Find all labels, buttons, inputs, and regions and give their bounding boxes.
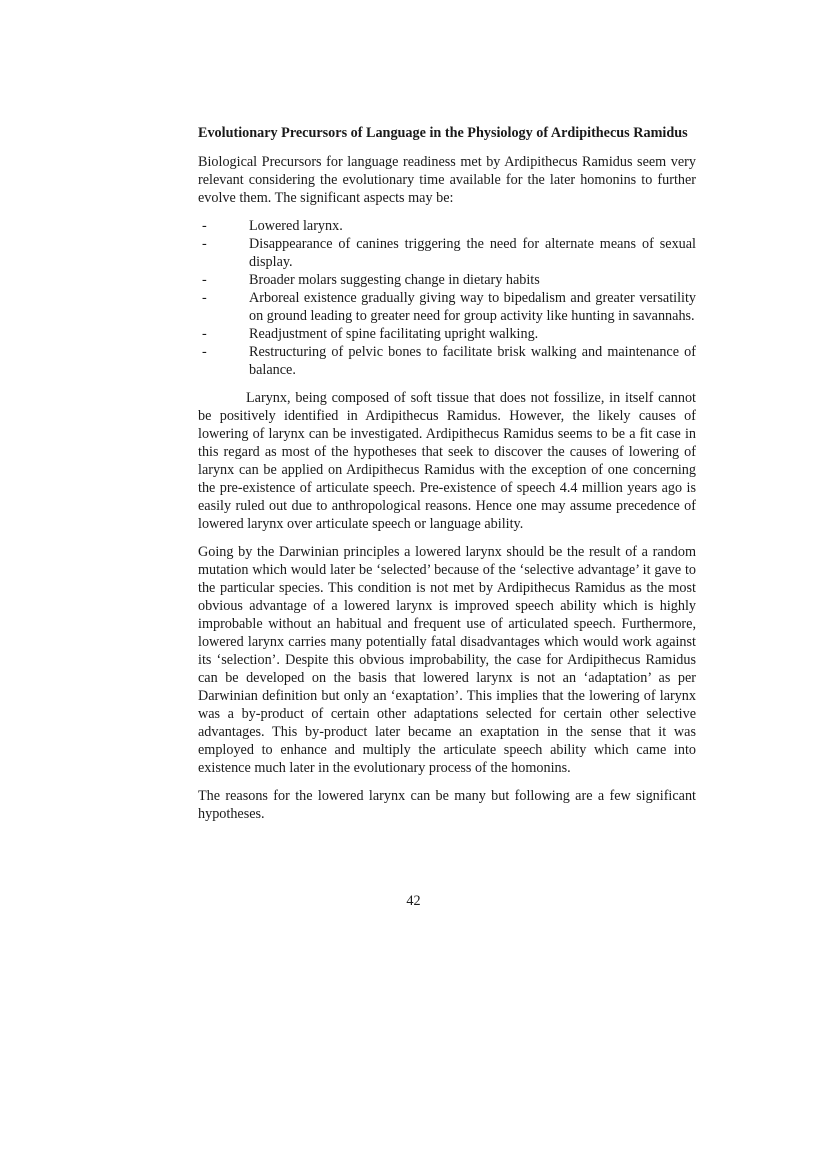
bullet-dash: - [202, 326, 207, 342]
list-item [198, 271, 696, 289]
list-item [198, 235, 696, 271]
bullet-dash: - [202, 290, 207, 306]
page-number: 42 [406, 893, 421, 909]
bullet-dash: - [202, 272, 207, 288]
hypotheses-paragraph: The reasons for the lowered larynx can be many but following are a few significant hypotheses. [198, 788, 696, 822]
list-item-text: Disappearance of canines triggering the need for alternate means of sexual display. [249, 236, 696, 270]
section-heading: Evolutionary Precursors of Language in the Physiology of Ardipithecus Ramidus [198, 125, 688, 141]
list-item-text: Readjustment of spine facilitating upright walking. [249, 326, 539, 342]
list-item [198, 325, 696, 343]
list-item-text: Arboreal existence gradually giving way to bipedalism and greater versatility on ground leading to greater need for group activity like hunting in savannahs. [249, 290, 696, 324]
larynx-paragraph: Larynx, being composed of soft tissue that does not fossilize, in itself cannot be positively identified in Ardipithecus Ramidus. However, the likely causes of lowering of larynx can be investigated. Ardipithecus Ramidus seems to be a fit case in this regard as most of the hypotheses that seek to discover the causes of lowering of larynx can be applied on Ardipithecus Ramidus with the exception of one concerning the pre-existence of articulate speech. Pre-existence of speech 4.4 million years ago is easily ruled out due to anthropological reasons. Hence one may assume precedence of lowered larynx over articulate speech or language ability. [198, 390, 696, 532]
list-item-text: Lowered larynx. [249, 218, 343, 234]
bullet-dash: - [202, 344, 207, 360]
page-body [198, 124, 696, 833]
bullet-dash: - [202, 218, 207, 234]
list-item [198, 289, 696, 325]
list-item [198, 343, 696, 379]
darwinian-paragraph: Going by the Darwinian principles a lowered larynx should be the result of a random mutation which would later be ‘selected’ because of the ‘selective advantage’ it gave to the particular species. This condition is not met by Ardipithecus Ramidus as the most obvious advantage of a lowered larynx is improved speech ability which is highly improbable without an habitual and frequent use of articulated speech. Furthermore, lowered larynx carries many potentially fatal disadvantages which would work against its ‘selection’. Despite this obvious improbability, the case for Ardipithecus Ramidus can be developed on the basis that lowered larynx is not an ‘adaptation’ as per Darwinian definition but only an ‘exaptation’. This implies that the lowering of larynx was a by-product of certain other adaptations selected for certain other selective advantages. This by-product later became an exaptation in the sense that it was employed to enhance and multiply the articulate speech ability which came into existence much later in the evolutionary process of the homonins. [198, 544, 696, 776]
aspects-list [198, 217, 696, 379]
list-item-text: Broader molars suggesting change in dietary habits [249, 272, 540, 288]
bullet-dash: - [202, 236, 207, 252]
intro-paragraph: Biological Precursors for language readiness met by Ardipithecus Ramidus seem very relevant considering the evolutionary time available for the later homonins to further evolve them. The significant aspects may be: [198, 154, 696, 206]
list-item-text: Restructuring of pelvic bones to facilitate brisk walking and maintenance of balance. [249, 344, 696, 378]
list-item [198, 217, 696, 235]
